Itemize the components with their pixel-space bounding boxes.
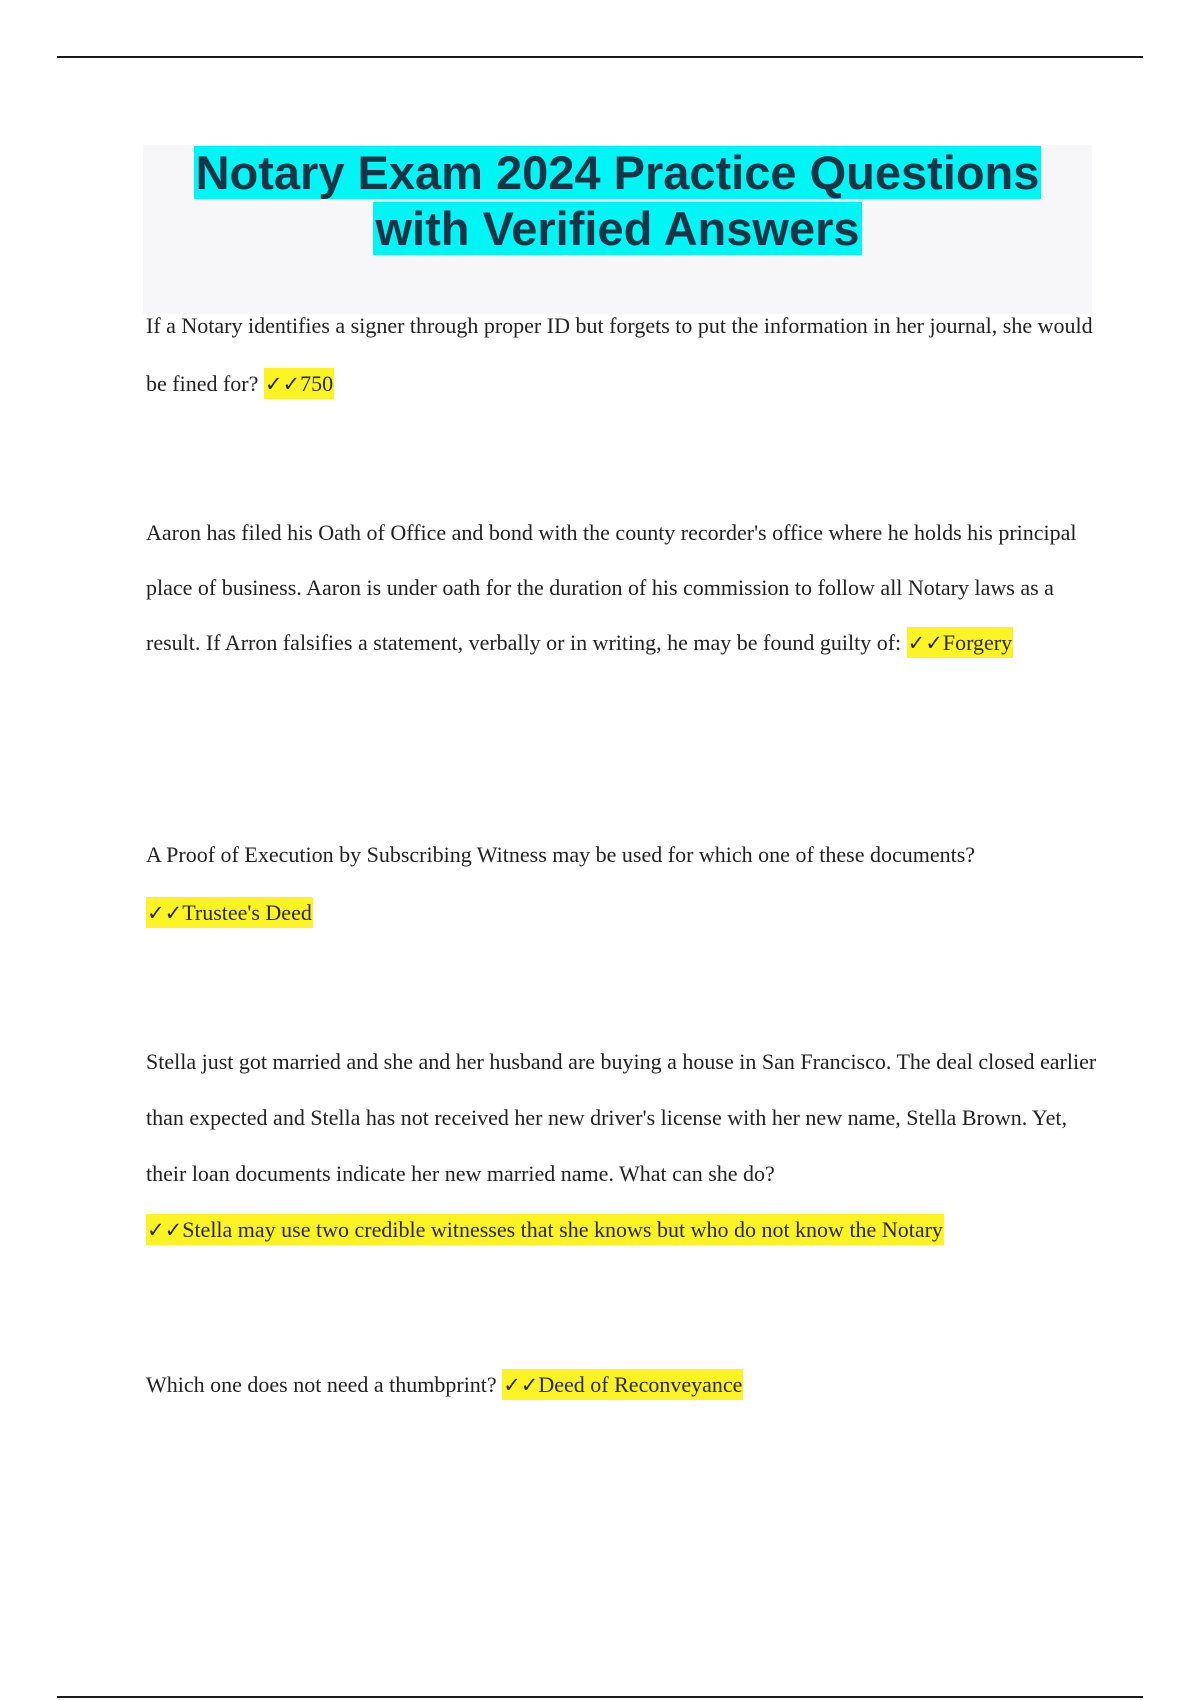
title-block: [143, 145, 1092, 314]
title-line-1: Notary Exam 2024 Practice Questions: [195, 146, 1040, 199]
answer-highlight: [146, 897, 313, 928]
answer-text: 750: [300, 371, 334, 396]
double-check-icon: ✓✓: [147, 901, 183, 925]
question-text: Stella just got married and she and her husband are buying a house in San Francisco. The deal closed earlier than expected and Stella has not received her new driver's license with her new name, Stella Brown. Yet, their loan documents indicate her new married name. What can she do?: [146, 1049, 1097, 1186]
page-title: [143, 145, 1092, 257]
double-check-icon: ✓✓: [264, 372, 301, 396]
answer-highlight: [264, 368, 334, 399]
top-rule: [57, 56, 1143, 58]
question-text: Aaron has filed his Oath of Office and bond with the county recorder's office where he holds his principal place of business. Aaron is under oath for the duration of his commission to follow all Notary laws as a result. If Arron falsifies a statement, verbally or in writing, he may be found guilty of:: [146, 520, 1077, 655]
qa-item-4: [146, 1034, 1106, 1258]
answer-highlight: [146, 1214, 944, 1245]
qa-item-2: [146, 505, 1106, 671]
answer-text: Deed of Reconveyance: [538, 1372, 743, 1397]
answer-highlight: [907, 627, 1013, 658]
double-check-icon: ✓✓: [147, 1218, 183, 1242]
qa-item-1: [146, 297, 1106, 413]
qa-item-3: [146, 826, 1106, 942]
question-text: If a Notary identifies a signer through proper ID but forgets to put the information in her journal, she would be fined for?: [146, 313, 1093, 396]
question-text: Which one does not need a thumbprint?: [146, 1372, 497, 1397]
answer-text: Forgery: [942, 630, 1013, 655]
title-line-2: with Verified Answers: [375, 202, 860, 255]
question-text: A Proof of Execution by Subscribing Witness may be used for which one of these documents?: [146, 842, 976, 867]
double-check-icon: ✓✓: [907, 631, 943, 655]
answer-text: Trustee's Deed: [182, 900, 312, 925]
qa-item-5: [146, 1356, 1106, 1414]
bottom-rule: [57, 1696, 1143, 1698]
answer-text: Stella may use two credible witnesses that she knows but who do not know the Notary: [182, 1217, 943, 1242]
double-check-icon: ✓✓: [503, 1373, 539, 1397]
answer-highlight: [502, 1369, 743, 1400]
